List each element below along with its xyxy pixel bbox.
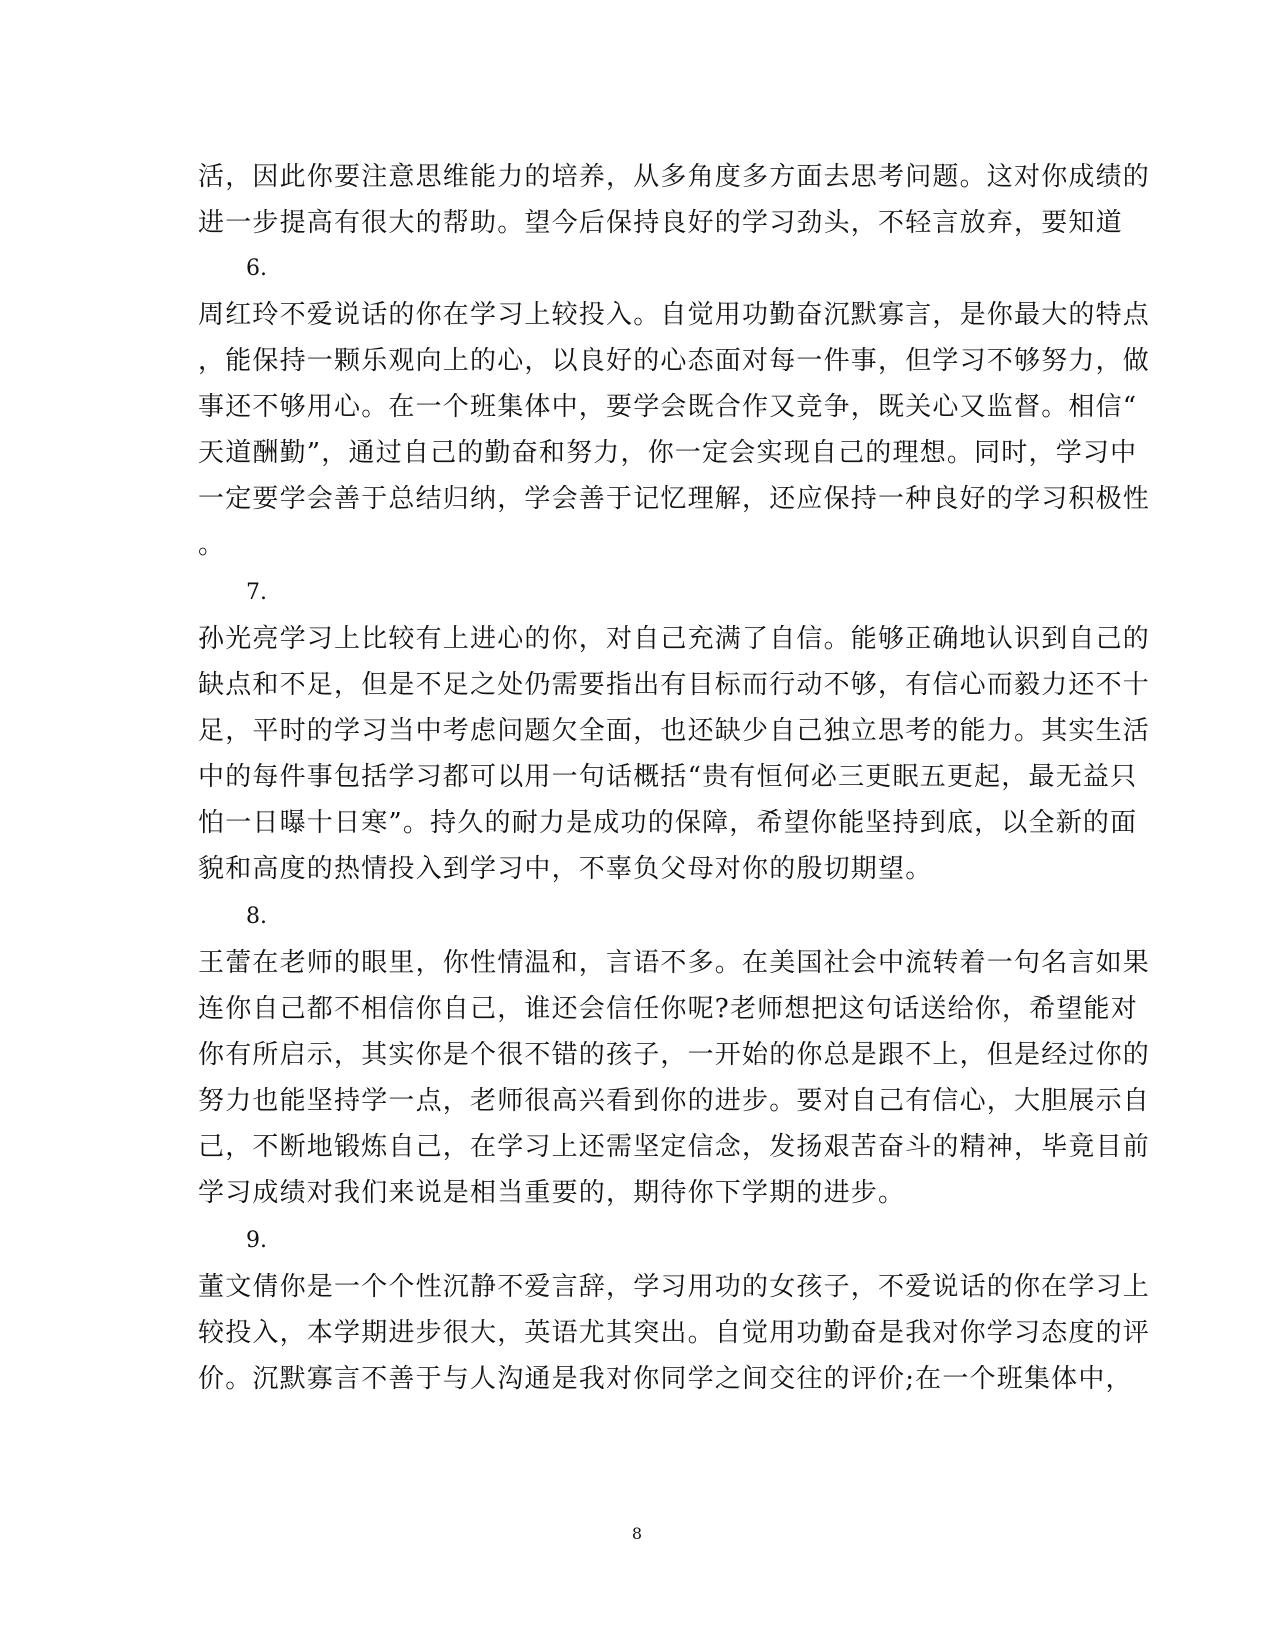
paragraph-line: 缺点和不足，但是不足之处仍需要指出有目标而行动不够，有信心而毅力还不十 bbox=[198, 670, 1151, 700]
paragraph-line: 周红玲不爱说话的你在学习上较投入。自觉用功勤奋沉默寡言，是你最大的特点 bbox=[198, 300, 1151, 330]
entry-number: 7. bbox=[246, 580, 267, 605]
paragraph-line: 己，不断地锻炼自己，在学习上还需坚定信念，发扬艰苦奋斗的精神，毕竟目前 bbox=[198, 1132, 1151, 1162]
paragraph-line: 学习成绩对我们来说是相当重要的，期待你下学期的进步。 bbox=[198, 1178, 906, 1208]
paragraph-line: 董文倩你是一个个性沉静不爱言辞，学习用功的女孩子，不爱说话的你在学习上 bbox=[198, 1272, 1151, 1302]
entry-number: 8. bbox=[246, 904, 267, 929]
paragraph-line: ，能保持一颗乐观向上的心，以良好的心态面对每一件事，但学习不够努力，做 bbox=[198, 346, 1151, 376]
paragraph-line: 怕一日曝十日寒”。持久的耐力是成功的保障，希望你能坚持到底，以全新的面 bbox=[198, 808, 1138, 838]
paragraph-line: 活，因此你要注意思维能力的培养，从多角度多方面去思考问题。这对你成绩的 bbox=[198, 162, 1151, 192]
paragraph-line: 中的每件事包括学习都可以用一句话概括“贵有恒何必三更眠五更起，最无益只 bbox=[198, 762, 1138, 792]
paragraph-line: 一定要学会善于总结归纳，学会善于记忆理解，还应保持一种良好的学习积极性 bbox=[198, 484, 1151, 514]
paragraph-line: 孙光亮学习上比较有上进心的你，对自己充满了自信。能够正确地认识到自己的 bbox=[198, 624, 1151, 654]
paragraph-line: 王蕾在老师的眼里，你性情温和，言语不多。在美国社会中流转着一句名言如果 bbox=[198, 948, 1151, 978]
paragraph-line: 事还不够用心。在一个班集体中，要学会既合作又竞争，既关心又监督。相信“ bbox=[198, 392, 1138, 422]
paragraph-line: 足，平时的学习当中考虑问题欠全面，也还缺少自己独立思考的能力。其实生活 bbox=[198, 716, 1151, 746]
paragraph-line: 较投入，本学期进步很大，英语尤其突出。自觉用功勤奋是我对你学习态度的评 bbox=[198, 1318, 1151, 1348]
entry-number: 6. bbox=[246, 256, 267, 281]
entry-number: 9. bbox=[246, 1228, 267, 1253]
paragraph-line: 连你自己都不相信你自己，谁还会信任你呢?老师想把这句话送给你，希望能对 bbox=[198, 994, 1138, 1024]
paragraph-line: 。 bbox=[198, 530, 226, 560]
page-number: 8 bbox=[631, 1524, 643, 1543]
paragraph-line: 貌和高度的热情投入到学习中，不辜负父母对你的殷切期望。 bbox=[198, 854, 933, 884]
paragraph-line: 天道酬勤”，通过自己的勤奋和努力，你一定会实现自己的理想。同时，学习中 bbox=[198, 438, 1138, 468]
paragraph-line: 进一步提高有很大的帮助。望今后保持良好的学习劲头，不轻言放弃，要知道 bbox=[198, 208, 1123, 238]
paragraph-line: 价。沉默寡言不善于与人沟通是我对你同学之间交往的评价;在一个班集体中， bbox=[198, 1364, 1133, 1394]
paragraph-line: 你有所启示，其实你是个很不错的孩子，一开始的你总是跟不上，但是经过你的 bbox=[198, 1040, 1151, 1070]
paragraph-line: 努力也能坚持学一点，老师很高兴看到你的进步。要对自己有信心，大胆展示自 bbox=[198, 1086, 1151, 1116]
